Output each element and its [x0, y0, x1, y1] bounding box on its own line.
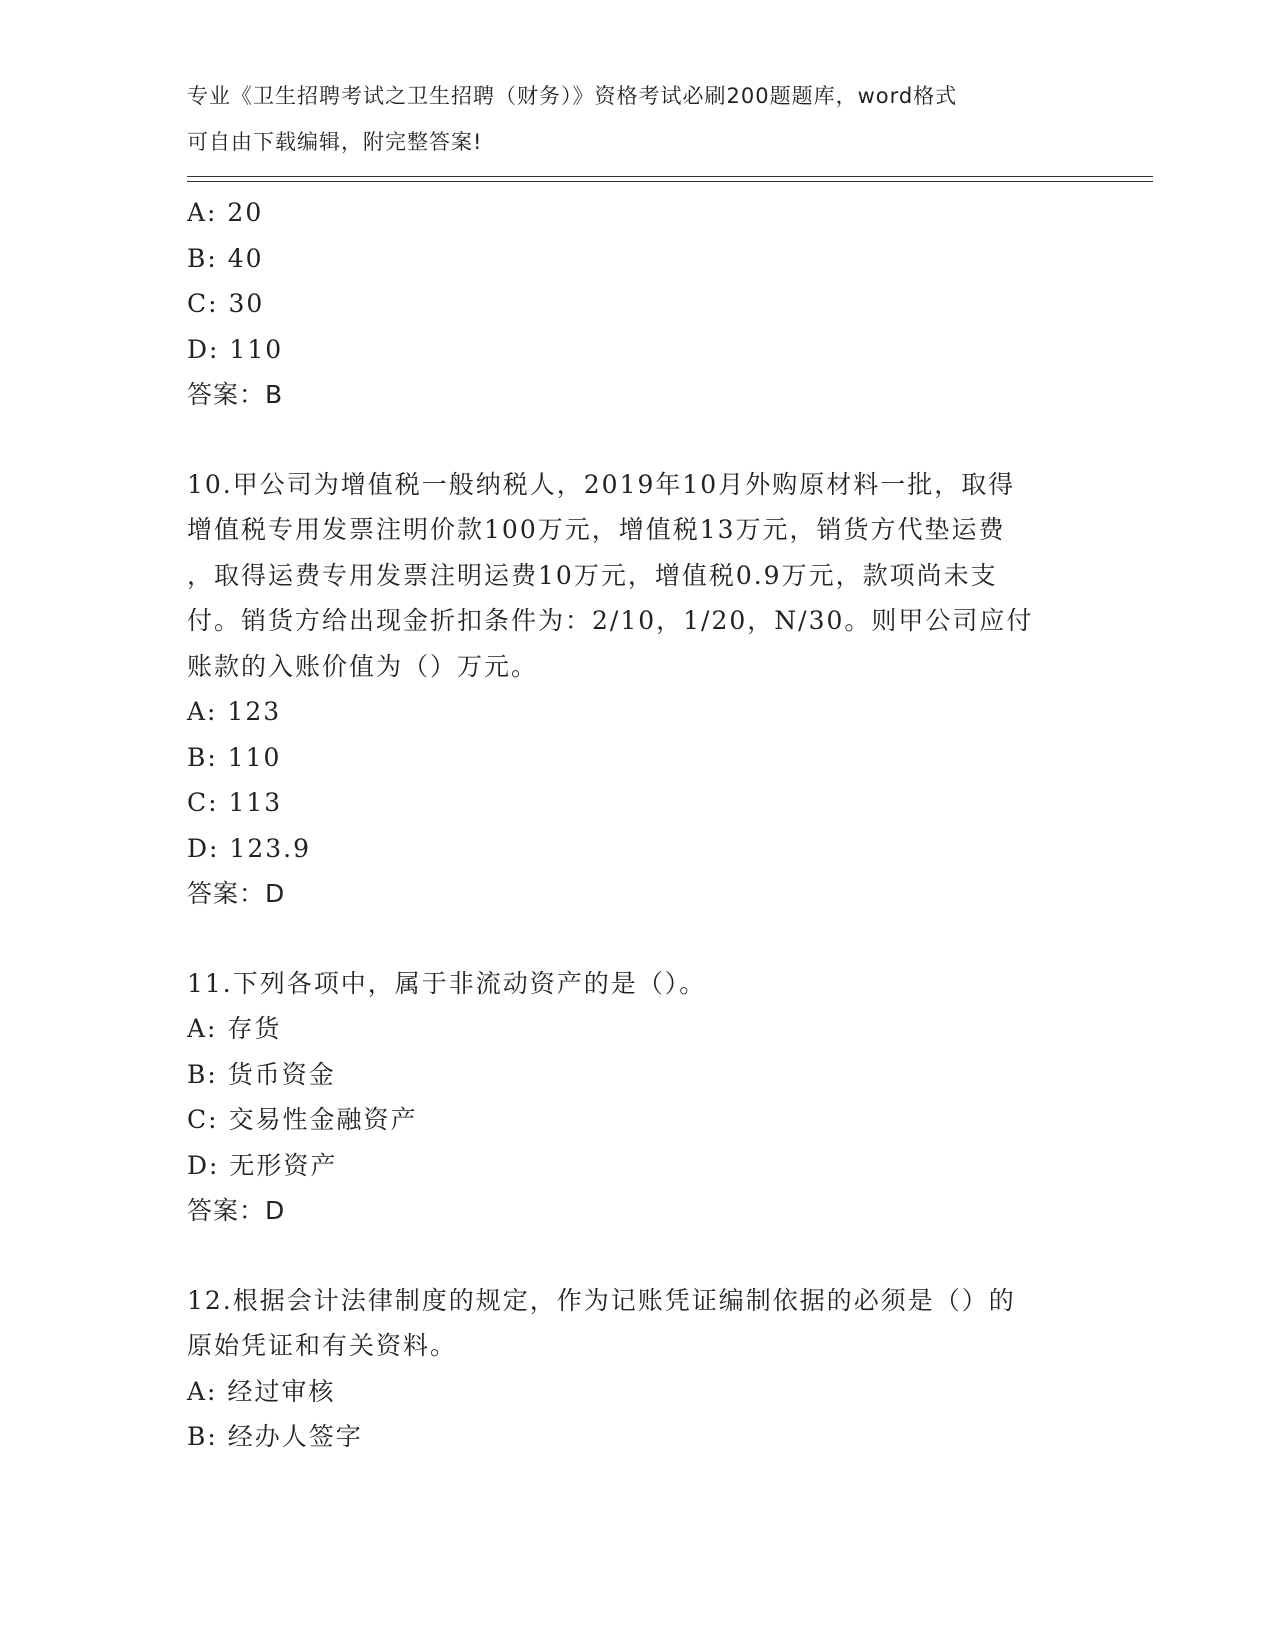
question-9	[187, 190, 1087, 418]
answer-label: 答案：D	[187, 879, 286, 908]
option-a: A: 经过审核	[187, 1376, 336, 1406]
option-c: C: 交易性金融资产	[187, 1105, 418, 1134]
option-d: D: 无形资产	[187, 1150, 338, 1180]
question-10	[187, 462, 1087, 917]
header-rule-bottom	[187, 181, 1153, 182]
question-text-line: 付。销货方给出现金折扣条件为：2/10，1/20，N/30。则甲公司应付	[187, 606, 1034, 635]
spacer	[187, 418, 1087, 462]
option-c: C: 30	[187, 289, 265, 318]
question-text-line: 10.甲公司为增值税一般纳税人，2019年10月外购原材料一批，取得	[187, 469, 1016, 499]
spacer	[187, 1234, 1087, 1278]
document-header	[187, 74, 1067, 165]
option-a: A: 20	[187, 198, 264, 227]
question-text-line: ，取得运费专用发票注明运费10万元，增值税0.9万元，款项尚未支	[187, 560, 998, 590]
question-text-line: 12.根据会计法律制度的规定，作为记账凭证编制依据的必须是（）的	[187, 1285, 1016, 1315]
question-11	[187, 961, 1087, 1234]
option-c: C: 113	[187, 788, 283, 817]
answer-label: 答案：B	[187, 380, 284, 409]
option-d: D: 110	[187, 334, 284, 364]
option-b: B: 40	[187, 243, 264, 273]
option-a: A: 存货	[187, 1014, 282, 1043]
question-text-line: 原始凭证和有关资料。	[187, 1331, 458, 1360]
header-line-2: 可自由下载编辑，附完整答案!	[187, 129, 483, 154]
question-text-line: 11.下列各项中，属于非流动资产的是（）。	[187, 968, 707, 998]
option-a: A: 123	[187, 697, 282, 726]
option-b: B: 货币资金	[187, 1059, 336, 1089]
option-b: B: 110	[187, 742, 282, 772]
question-text-line: 账款的入账价值为（）万元。	[187, 651, 539, 681]
option-b: B: 经办人签字	[187, 1422, 363, 1451]
question-text-line: 增值税专用发票注明价款100万元，增值税13万元，销货方代垫运费	[187, 515, 1006, 544]
option-d: D: 123.9	[187, 833, 311, 863]
header-rule-top	[187, 176, 1153, 177]
answer-label: 答案：D	[187, 1196, 286, 1225]
question-12	[187, 1278, 1087, 1460]
header-line-1: 专业《卫生招聘考试之卫生招聘（财务）》资格考试必刷200题题库，word格式	[187, 84, 958, 108]
question-list	[187, 190, 1087, 1460]
spacer	[187, 917, 1087, 961]
